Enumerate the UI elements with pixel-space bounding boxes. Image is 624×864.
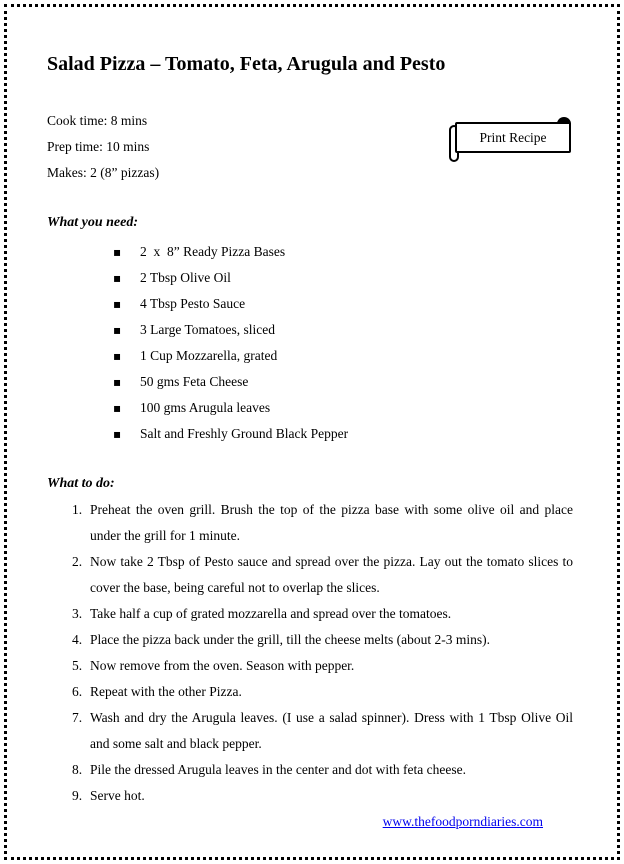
step-item	[47, 705, 573, 757]
ingredient-item	[47, 265, 573, 291]
step-text: Pile the dressed Arugula leaves in the center and dot with feta cheese.	[90, 762, 466, 777]
step-number: 9.	[72, 788, 83, 803]
step-item	[47, 601, 573, 627]
steps-heading: What to do:	[47, 476, 115, 491]
step-text: Wash and dry the Arugula leaves. (I use a salad spinner). Dress with 1 Tbsp Olive Oil and some salt and black pepper.	[90, 710, 573, 751]
step-item	[47, 653, 573, 679]
step-item	[47, 757, 573, 783]
ingredient-item	[47, 369, 573, 395]
square-bullet-icon: ▪	[113, 297, 122, 311]
step-text: Preheat the oven grill. Brush the top of the pizza base with some olive oil and place under the grill for 1 minute.	[90, 502, 573, 543]
ingredient-text: 100 gms Arugula leaves	[140, 400, 271, 415]
step-item	[47, 679, 573, 705]
ingredient-item	[47, 395, 573, 421]
ingredient-text: 1 Cup Mozzarella, grated	[140, 348, 278, 363]
makes-line: Makes: 2 (8” pizzas)	[47, 165, 160, 180]
page-dotted-border	[4, 4, 620, 860]
square-bullet-icon: ▪	[113, 245, 122, 259]
square-bullet-icon: ▪	[113, 401, 122, 415]
step-text: Repeat with the other Pizza.	[90, 684, 242, 699]
page-content	[7, 50, 617, 835]
step-item	[47, 627, 573, 653]
ingredient-item	[47, 291, 573, 317]
print-recipe-button[interactable]	[449, 117, 571, 163]
ingredient-text: 2 x 8” Ready Pizza Bases	[140, 244, 286, 259]
ingredient-text: 3 Large Tomatoes, sliced	[140, 322, 276, 337]
ingredient-item	[47, 421, 573, 447]
step-text: Place the pizza back under the grill, till the cheese melts (about 2-3 mins).	[90, 632, 490, 647]
step-number: 2.	[72, 554, 83, 569]
step-number: 8.	[72, 762, 83, 777]
step-text: Take half a cup of grated mozzarella and spread over the tomatoes.	[90, 606, 452, 621]
step-number: 7.	[72, 710, 83, 725]
cook-time-line: Cook time: 8 mins	[47, 113, 148, 128]
step-number: 4.	[72, 632, 83, 647]
square-bullet-icon: ▪	[113, 323, 122, 337]
ingredient-item	[47, 343, 573, 369]
page-title: Salad Pizza – Tomato, Feta, Arugula and Pesto	[47, 53, 446, 75]
ingredient-text: Salt and Freshly Ground Black Pepper	[140, 426, 349, 441]
step-number: 1.	[72, 502, 83, 517]
square-bullet-icon: ▪	[113, 427, 122, 441]
footer	[47, 809, 573, 835]
ingredients-list	[47, 239, 573, 447]
footer-link[interactable]: www.thefoodporndiaries.com	[382, 814, 543, 829]
step-number: 5.	[72, 658, 83, 673]
steps-list	[47, 497, 573, 809]
step-item	[47, 549, 573, 601]
ingredient-text: 4 Tbsp Pesto Sauce	[140, 296, 246, 311]
step-text: Now take 2 Tbsp of Pesto sauce and spread over the pizza. Lay out the tomato slices to cover the base, being careful not to overlap the slices.	[90, 554, 573, 595]
ingredient-item	[47, 317, 573, 343]
ingredient-item	[47, 239, 573, 265]
square-bullet-icon: ▪	[113, 375, 122, 389]
step-text: Serve hot.	[90, 788, 145, 803]
step-item	[47, 783, 573, 809]
step-item	[47, 497, 573, 549]
ingredient-text: 50 gms Feta Cheese	[140, 374, 249, 389]
ingredient-text: 2 Tbsp Olive Oil	[140, 270, 231, 285]
square-bullet-icon: ▪	[113, 271, 122, 285]
square-bullet-icon: ▪	[113, 349, 122, 363]
step-number: 6.	[72, 684, 83, 699]
step-number: 3.	[72, 606, 83, 621]
ingredients-heading: What you need:	[47, 215, 138, 230]
step-text: Now remove from the oven. Season with pepper.	[90, 658, 355, 673]
prep-time-line: Prep time: 10 mins	[47, 139, 150, 154]
print-recipe-label: Print Recipe	[455, 122, 571, 153]
